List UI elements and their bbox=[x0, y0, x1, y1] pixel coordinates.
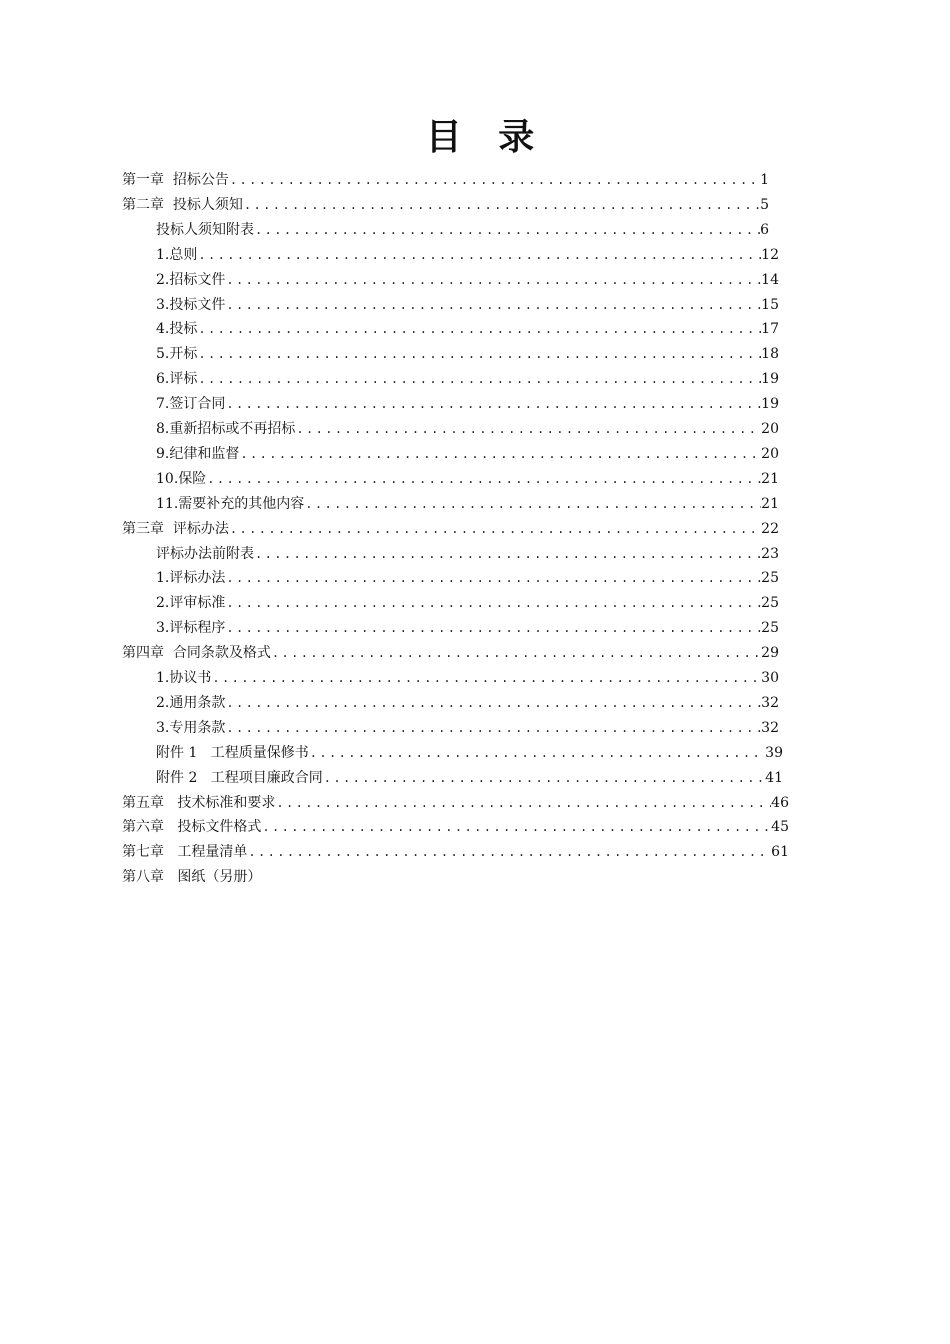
toc-entry-label: 3.评标程序 bbox=[156, 620, 226, 637]
toc-entry-page: 21 bbox=[761, 495, 779, 512]
toc-dot-leader bbox=[206, 467, 761, 492]
toc-entry-label: 9.纪律和监督 bbox=[156, 445, 240, 462]
toc-entry-page: 19 bbox=[761, 371, 779, 388]
toc-entry-page: 18 bbox=[761, 346, 779, 363]
toc-entry[interactable] bbox=[156, 492, 779, 517]
toc-entry[interactable] bbox=[156, 218, 769, 243]
toc-entry[interactable] bbox=[122, 168, 769, 193]
toc-dot-leader bbox=[295, 417, 761, 442]
toc-entry[interactable] bbox=[156, 268, 779, 293]
toc-entry[interactable] bbox=[156, 317, 779, 342]
toc-entry-page: 17 bbox=[761, 321, 779, 338]
toc-entry[interactable] bbox=[156, 417, 779, 442]
toc-entry-label: 2.招标文件 bbox=[156, 271, 226, 288]
toc-entry-label: 8.重新招标或不再招标 bbox=[156, 421, 296, 437]
toc-entry[interactable] bbox=[156, 542, 779, 567]
toc-entry[interactable] bbox=[156, 342, 779, 367]
toc-dot-leader bbox=[197, 342, 761, 367]
toc-entry-page: 25 bbox=[761, 595, 779, 612]
toc-entry-label: 1.协议书 bbox=[156, 670, 212, 686]
toc-entry-page: 30 bbox=[761, 670, 779, 686]
toc-dot-leader bbox=[197, 243, 761, 268]
toc-entry[interactable] bbox=[156, 616, 779, 641]
toc-dot-leader bbox=[197, 367, 761, 392]
toc-entry-page: 22 bbox=[761, 520, 779, 537]
toc-entry-label: 7.签订合同 bbox=[156, 396, 226, 413]
toc-entry-label: 第二章 投标人须知 bbox=[122, 196, 243, 213]
toc-entry-page: 6 bbox=[760, 221, 769, 238]
toc-entry-page: 19 bbox=[761, 396, 779, 413]
toc-entry-page: 12 bbox=[761, 246, 779, 263]
toc-entry-label: 投标人须知附表 bbox=[156, 221, 254, 238]
toc-entry-page: 61 bbox=[771, 844, 789, 861]
toc-dot-leader bbox=[225, 392, 761, 417]
toc-entry-page: 29 bbox=[761, 645, 779, 662]
toc-dot-leader bbox=[211, 666, 761, 691]
toc-entry[interactable] bbox=[156, 741, 783, 766]
toc-title: 目 录 bbox=[425, 116, 547, 158]
toc-entry-page: 39 bbox=[765, 744, 783, 761]
toc-entry[interactable] bbox=[122, 641, 779, 666]
toc-entry-label: 10.保险 bbox=[156, 470, 207, 487]
toc-entry-label: 3.投标文件 bbox=[156, 296, 226, 313]
toc-entry[interactable] bbox=[156, 367, 779, 392]
toc-entry-page: 21 bbox=[761, 470, 779, 487]
toc-entry-label: 第七章 工程量清单 bbox=[122, 844, 248, 861]
toc-entry[interactable] bbox=[156, 243, 779, 268]
toc-entry[interactable] bbox=[122, 193, 769, 218]
toc-entry[interactable] bbox=[156, 566, 779, 591]
toc-dot-leader bbox=[247, 840, 771, 865]
toc-entry[interactable] bbox=[156, 766, 783, 791]
toc-entry-label: 2.通用条款 bbox=[156, 694, 226, 711]
toc-entry-label: 第五章 技术标准和要求 bbox=[122, 794, 276, 811]
toc-dot-leader bbox=[271, 641, 761, 666]
toc-dot-leader bbox=[275, 791, 771, 816]
toc-entry-label: 评标办法前附表 bbox=[156, 545, 254, 562]
toc-entry-label: 第四章 合同条款及格式 bbox=[122, 645, 271, 662]
toc-dot-leader bbox=[254, 542, 761, 567]
toc-dot-leader bbox=[261, 815, 771, 840]
toc-dot-leader bbox=[225, 691, 761, 716]
toc-entry-label: 附件 2 工程项目廉政合同 bbox=[156, 769, 323, 786]
toc-dot-leader bbox=[225, 268, 761, 293]
toc-entry[interactable] bbox=[156, 293, 779, 318]
toc-entry-page: 5 bbox=[760, 196, 769, 213]
toc-entry-page: 20 bbox=[761, 421, 779, 437]
toc-entry-label: 第八章 图纸（另册） bbox=[122, 869, 262, 886]
toc-entry-page: 14 bbox=[761, 271, 779, 288]
toc-entry-label: 第一章 招标公告 bbox=[122, 172, 229, 188]
toc-entry[interactable] bbox=[156, 392, 779, 417]
toc-dot-leader bbox=[197, 317, 761, 342]
toc-dot-leader bbox=[239, 442, 761, 467]
toc-entry-page: 15 bbox=[761, 296, 779, 313]
toc-dot-leader bbox=[309, 741, 765, 766]
toc-entry[interactable] bbox=[156, 442, 779, 467]
toc-dot-leader bbox=[225, 716, 761, 741]
toc-entry-page: 41 bbox=[765, 769, 783, 786]
toc-dot-leader bbox=[225, 566, 761, 591]
toc-entry-label: 1.总则 bbox=[156, 246, 198, 263]
toc-entry-page: 25 bbox=[761, 570, 779, 587]
toc-dot-leader bbox=[243, 193, 760, 218]
toc-entry-page: 20 bbox=[761, 445, 779, 462]
toc-entry-page: 32 bbox=[761, 719, 779, 736]
toc-entry-label: 5.开标 bbox=[156, 346, 198, 363]
toc-entry[interactable] bbox=[156, 467, 779, 492]
toc-entry-label: 11.需要补充的其他内容 bbox=[156, 495, 305, 512]
toc-dot-leader bbox=[225, 591, 761, 616]
toc-entry-label: 3.专用条款 bbox=[156, 719, 226, 736]
toc-entry-page: 45 bbox=[771, 819, 789, 836]
toc-dot-leader bbox=[229, 168, 760, 193]
toc-entry[interactable] bbox=[156, 666, 779, 691]
toc-entry[interactable] bbox=[156, 691, 779, 716]
toc-entry-label: 2.评审标准 bbox=[156, 595, 226, 612]
toc-dot-leader bbox=[225, 616, 761, 641]
toc-entry[interactable] bbox=[122, 517, 779, 542]
toc-entry-label: 4.投标 bbox=[156, 321, 198, 338]
toc-dot-leader bbox=[254, 218, 760, 243]
toc-entry-page: 23 bbox=[761, 545, 779, 562]
toc-entry-no-page[interactable] bbox=[122, 865, 261, 890]
toc-entry-page: 25 bbox=[761, 620, 779, 637]
toc-entry-label: 第六章 投标文件格式 bbox=[122, 819, 262, 836]
toc-dot-leader bbox=[304, 492, 761, 517]
toc-entry-page: 1 bbox=[760, 172, 769, 188]
toc-entry-page: 46 bbox=[771, 794, 789, 811]
toc-dot-leader bbox=[225, 293, 761, 318]
toc-entry[interactable] bbox=[156, 716, 779, 741]
toc-entry[interactable] bbox=[156, 591, 779, 616]
toc-entry-page: 32 bbox=[761, 694, 779, 711]
toc-entry-label: 1.评标办法 bbox=[156, 570, 226, 587]
toc-entry-label: 附件 1 工程质量保修书 bbox=[156, 744, 309, 761]
toc-dot-leader bbox=[323, 766, 765, 791]
toc-dot-leader bbox=[229, 517, 761, 542]
toc-entry-label: 第三章 评标办法 bbox=[122, 520, 229, 537]
toc-entry[interactable] bbox=[122, 840, 789, 865]
toc-entry-label: 6.评标 bbox=[156, 371, 198, 388]
toc-entry[interactable] bbox=[122, 791, 789, 816]
toc-entry[interactable] bbox=[122, 815, 789, 840]
